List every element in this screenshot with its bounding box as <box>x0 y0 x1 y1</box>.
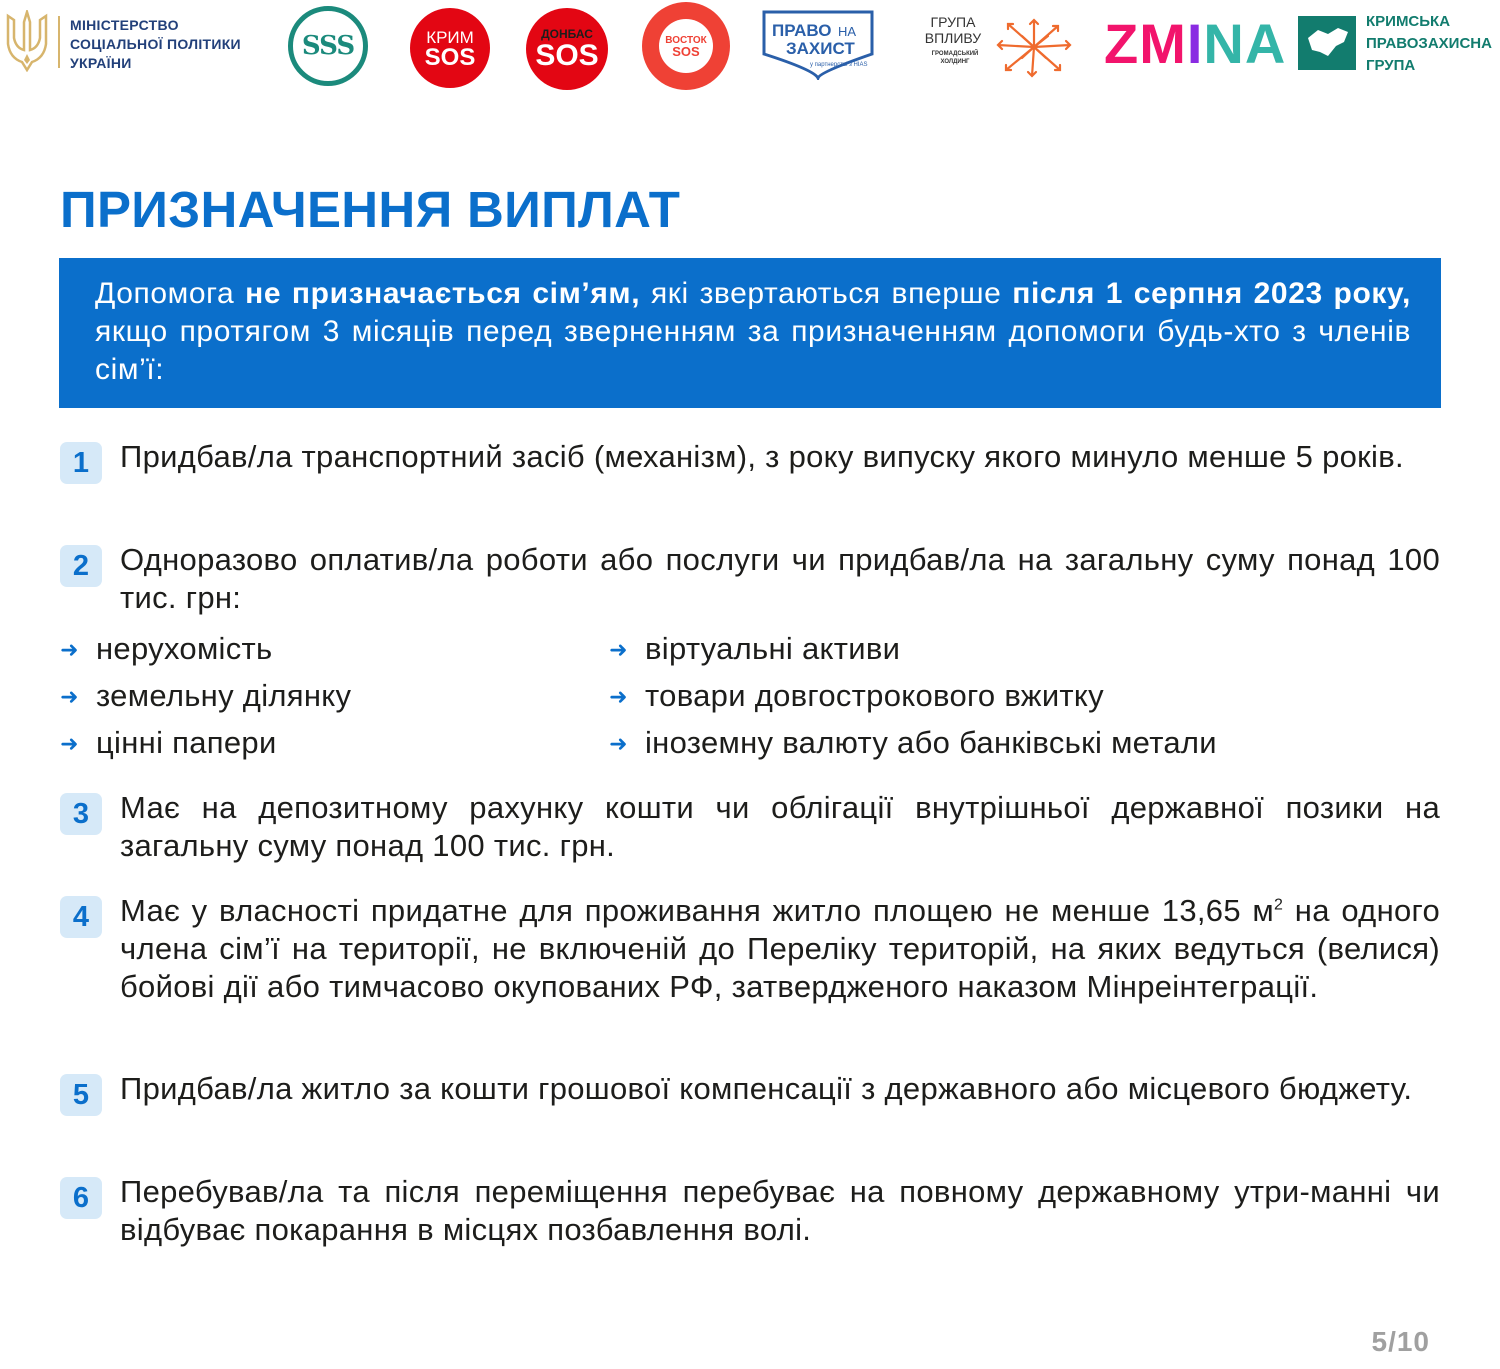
item-text-part-1: Має у власності придатне для проживання житло площею не менше 13,65 м <box>120 893 1275 928</box>
zmina-logo <box>1104 14 1286 74</box>
item-text <box>120 892 1440 1006</box>
sss-logo <box>288 6 368 86</box>
khpg-name <box>1366 11 1492 77</box>
intro-part-3: якщо протягом 3 місяців перед зверненням за призначенням допомоги будь-хто з членів сім’ї: <box>95 315 1411 386</box>
grupa-word-2: ВПЛИВУ <box>924 30 982 46</box>
partner-logos <box>0 0 1500 100</box>
item-text: Одноразово оплатив/ла роботи або послуги чи придбав/ла на загальну суму понад 100 тис. грн: <box>120 542 1440 615</box>
superscript-2: 2 <box>1274 896 1284 914</box>
pravo-na-zakhyst-logo <box>760 8 890 80</box>
ministry-divider <box>58 16 60 68</box>
zmina-part-2: I <box>1186 12 1204 75</box>
pravo-word-2: НА <box>838 24 857 39</box>
intro-banner <box>59 258 1441 408</box>
bullet-right-3 <box>609 724 1217 763</box>
bullet-left-3 <box>60 724 277 763</box>
item-number-badge: 5 <box>60 1074 102 1116</box>
bullet-text: іноземну валюту або банківські метали <box>645 725 1217 760</box>
grupa-vplyvu-logo <box>918 12 1078 82</box>
item-number-badge: 4 <box>60 896 102 938</box>
item-number-badge: 2 <box>60 545 102 587</box>
ministry-name <box>70 16 241 73</box>
item-number-badge: 3 <box>60 793 102 835</box>
intro-part-1: Допомога <box>95 277 246 310</box>
bullet-text: нерухомість <box>96 631 273 666</box>
bullet-left-1 <box>60 630 273 669</box>
bullet-text: цінні папери <box>96 725 277 760</box>
arrow-right-icon: ➜ <box>60 731 79 756</box>
khpg-line-2: ПРАВОЗАХИСНА <box>1366 35 1492 52</box>
pravo-word-3: ЗАХИСТ <box>786 39 855 58</box>
arrow-right-icon: ➜ <box>609 684 628 709</box>
krym-sos-logo <box>410 8 490 88</box>
intro-text <box>95 275 1411 389</box>
item-number-badge: 6 <box>60 1177 102 1219</box>
grupa-word-1: ГРУПА <box>930 14 976 30</box>
intro-bold-2: після 1 серпня 2023 року, <box>1012 277 1411 310</box>
intro-bold-1: не призначається сім’ям, <box>245 277 641 310</box>
arrow-right-icon: ➜ <box>609 731 628 756</box>
ministry-line-3: УКРАЇНИ <box>70 55 132 71</box>
khpg-line-1: КРИМСЬКА <box>1366 13 1451 30</box>
donbas-sos-logo <box>526 8 608 90</box>
sss-logo-text: SSS <box>301 31 355 61</box>
lifebuoy-icon <box>659 19 713 73</box>
krym-sos-bottom: SOS <box>424 44 476 71</box>
item-text: Придбав/ла транспортний засіб (механізм), з року випуску якого минуло менше 5 років. <box>120 439 1404 474</box>
bullet-text: товари довгострокового вжитку <box>645 678 1104 713</box>
bullet-right-1 <box>609 630 900 669</box>
donbas-sos-top: ДОНБАС <box>541 27 593 41</box>
item-number-badge: 1 <box>60 442 102 484</box>
trident-emblem-icon <box>4 10 50 72</box>
grupa-subtitle: ГРОМАДСЬКИЙ ХОЛДИНГ <box>931 51 979 65</box>
arrow-right-icon: ➜ <box>60 684 79 709</box>
intro-part-2: які звертаються вперше <box>640 277 1013 310</box>
arrows-burst-icon <box>992 12 1076 82</box>
arrow-right-icon: ➜ <box>60 637 79 662</box>
ministry-line-1: МІНІСТЕРСТВО <box>70 17 179 33</box>
vostok-sos-top: ВОСТОК <box>665 35 707 46</box>
ministry-line-2: СОЦІАЛЬНОЇ ПОЛІТИКИ <box>70 36 241 52</box>
item-text: Перебував/ла та після переміщення перебуває на повному державному утри-манні чи відбуває покарання в місцях позбавлення волі. <box>120 1174 1440 1247</box>
donbas-sos-bottom: SOS <box>535 39 599 72</box>
arrow-right-icon: ➜ <box>609 637 628 662</box>
item-text: Придбав/ла житло за кошти грошової компенсації з державного або місцевого бюджету. <box>120 1071 1413 1106</box>
krym-sos-top: КРИМ <box>426 28 474 47</box>
page-title: ПРИЗНАЧЕННЯ ВИПЛАТ <box>60 181 681 238</box>
pravo-word-1: ПРАВО <box>772 21 832 40</box>
item-text-part-2: на одного члена сім’ї на території, не включеній до Переліку територій, на яких ведуться (велися) бойові дії або тимчасово окупованих РФ, затвердженого наказом Мінреінтеграції. <box>120 893 1440 1004</box>
crimea-map-icon <box>1298 16 1356 70</box>
khpg-line-3: ГРУПА <box>1366 57 1416 74</box>
item-text: Має на депозитному рахунку кошти чи облігації внутрішньої державної позики на загальну суму понад 100 тис. грн. <box>120 790 1440 863</box>
vostok-sos-logo <box>642 2 730 90</box>
bullet-left-2 <box>60 677 351 716</box>
zmina-part-3: NA <box>1203 12 1287 75</box>
bullet-text: віртуальні активи <box>645 631 901 666</box>
bullet-right-2 <box>609 677 1104 716</box>
pravo-partner: у партнерстві з HIAS <box>810 62 868 68</box>
grupa-name <box>918 14 988 46</box>
vostok-sos-bottom: SOS <box>672 44 700 59</box>
bullet-text: земельну ділянку <box>96 678 352 713</box>
page-number: 5/10 <box>1371 1326 1430 1357</box>
zmina-part-1: ZM <box>1104 12 1187 75</box>
